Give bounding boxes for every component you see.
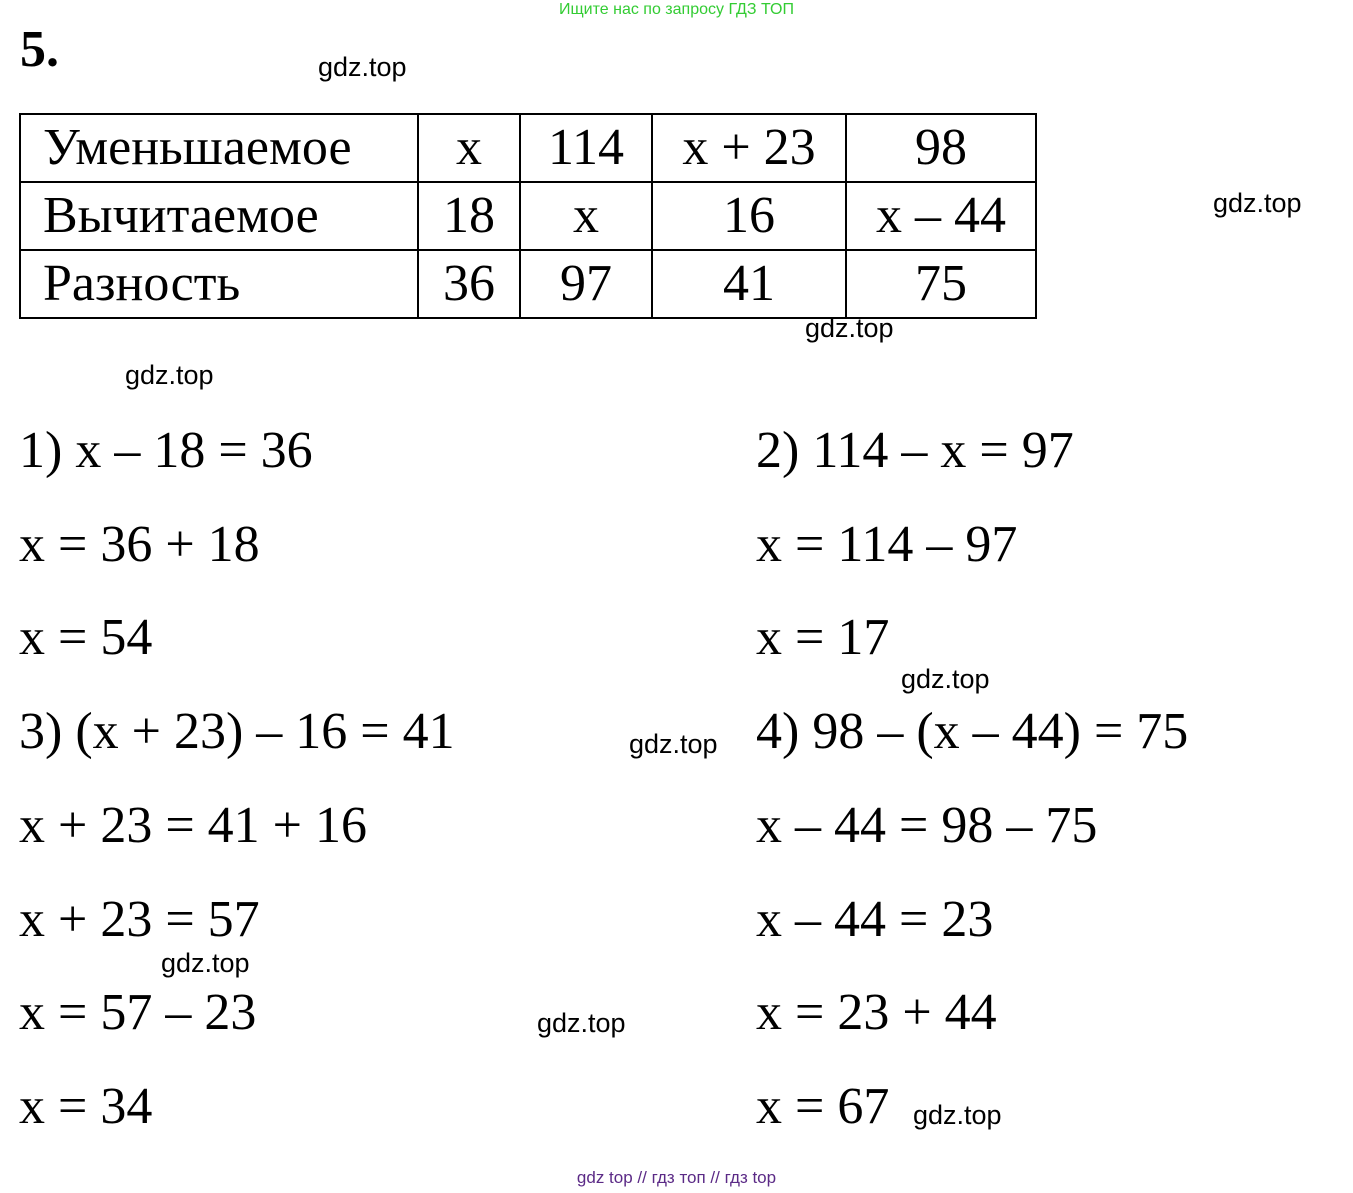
row-label-subtrahend: Вычитаемое bbox=[20, 182, 418, 250]
table-row bbox=[20, 114, 1036, 182]
equation-2-line-3: x = 17 bbox=[756, 609, 890, 666]
equation-2-line-2: x = 114 – 97 bbox=[756, 516, 1018, 573]
table-cell: 41 bbox=[652, 250, 846, 318]
equation-1-line-3: x = 54 bbox=[19, 609, 153, 666]
watermark: gdz.top bbox=[318, 52, 407, 82]
equation-4-line-2: x – 44 = 98 – 75 bbox=[756, 797, 1098, 854]
equation-1-line-2: x = 36 + 18 bbox=[19, 516, 260, 573]
equation-4-line-1: 4) 98 – (x – 44) = 75 bbox=[756, 703, 1189, 760]
table-cell: x + 23 bbox=[652, 114, 846, 182]
equation-1-line-1: 1) x – 18 = 36 bbox=[19, 422, 313, 479]
equation-3-line-1: 3) (x + 23) – 16 = 41 bbox=[19, 703, 455, 760]
watermark: gdz.top bbox=[805, 313, 894, 343]
equation-3-line-4: x = 57 – 23 bbox=[19, 984, 257, 1041]
equation-3-line-2: x + 23 = 41 + 16 bbox=[19, 797, 367, 854]
row-label-minuend: Уменьшаемое bbox=[20, 114, 418, 182]
equation-3-line-3: x + 23 = 57 bbox=[19, 891, 260, 948]
table-cell: 114 bbox=[520, 114, 652, 182]
equation-4-line-3: x – 44 = 23 bbox=[756, 891, 994, 948]
subtraction-table bbox=[19, 113, 1037, 319]
table-row bbox=[20, 182, 1036, 250]
watermark: gdz.top bbox=[537, 1008, 626, 1038]
table-cell: 98 bbox=[846, 114, 1036, 182]
search-banner[interactable]: Ищите нас по запросу ГДЗ ТОП bbox=[559, 1, 794, 18]
table-cell: x bbox=[520, 182, 652, 250]
table-row bbox=[20, 250, 1036, 318]
task-number: 5. bbox=[20, 21, 59, 78]
table-cell: 97 bbox=[520, 250, 652, 318]
table-cell: x – 44 bbox=[846, 182, 1036, 250]
watermark: gdz.top bbox=[913, 1100, 1002, 1130]
table-cell: 16 bbox=[652, 182, 846, 250]
equation-4-line-5: x = 67 bbox=[756, 1078, 890, 1135]
table-cell: 75 bbox=[846, 250, 1036, 318]
table-cell: 36 bbox=[418, 250, 520, 318]
equation-3-line-5: x = 34 bbox=[19, 1078, 153, 1135]
watermark: gdz.top bbox=[1213, 188, 1302, 218]
watermark: gdz.top bbox=[161, 948, 250, 978]
table-cell: x bbox=[418, 114, 520, 182]
watermark: gdz.top bbox=[125, 360, 214, 390]
watermark: gdz.top bbox=[901, 664, 990, 694]
equation-4-line-4: x = 23 + 44 bbox=[756, 984, 997, 1041]
watermark: gdz.top bbox=[629, 729, 718, 759]
row-label-difference: Разность bbox=[20, 250, 418, 318]
table-cell: 18 bbox=[418, 182, 520, 250]
footer-watermark: gdz top // гдз топ // гдз top bbox=[576, 1168, 777, 1187]
equation-2-line-1: 2) 114 – x = 97 bbox=[756, 422, 1074, 479]
